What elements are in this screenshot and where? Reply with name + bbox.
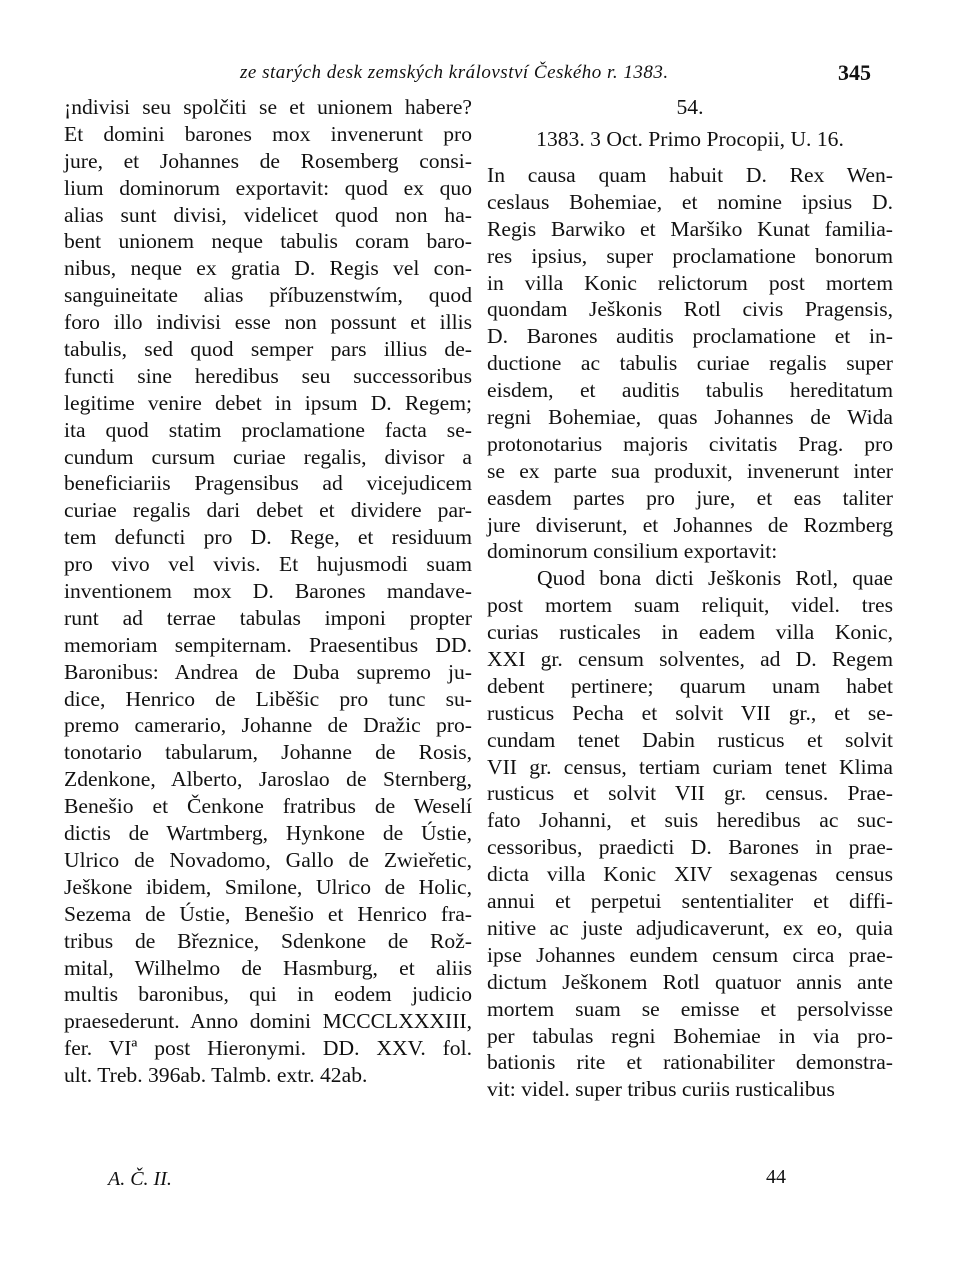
document-date-line: 1383. 3 Oct. Primo Procopii, U. 16. — [536, 127, 844, 151]
text-line: foro illo indivisi esse non possunt et illis — [64, 310, 472, 335]
text-line: curiae regalis dari debet et dividere par- — [64, 498, 472, 523]
text-line: per tabulas regni Bohemiae in via pro- — [487, 1023, 893, 1048]
text-line: ductione ac tabulis curiae regalis super — [487, 351, 893, 376]
text-line: Regis Barwiko et Maršiko Kunat familia- — [487, 216, 893, 241]
text-line: D. Barones auditis proclamatione et in- — [487, 324, 893, 349]
text-line: Ješkone ibidem, Smilone, Ulrico de Holic, — [64, 874, 472, 899]
text-line: Ulrico de Novadomo, Gallo de Zwieřetic, — [64, 847, 472, 872]
text-line: pro vivo vel vivis. Et hujusmodi suam — [64, 552, 472, 577]
text-line: jure, et Johannes de Rosemberg consi- — [64, 148, 472, 173]
text-line: tem defuncti pro D. Rege, et residuum — [64, 525, 472, 550]
text-line: Et domini barones mox invenerunt pro — [64, 121, 472, 146]
text-line: res ipsius, super proclamatione bonorum — [487, 243, 893, 268]
text-line: Benešio et Čenkone fratribus de Weselí — [64, 794, 472, 819]
text-line: memoriam sempiternam. Praesentibus DD. — [64, 632, 472, 657]
right-column — [487, 94, 893, 1103]
text-line: rusticus Pecha et solvit VII gr., et se- — [487, 700, 893, 725]
text-line: dictum Ješkonem Rotl quatuor annis ante — [487, 969, 893, 994]
text-line: ult. Treb. 396ab. Talmb. extr. 42ab. — [64, 1063, 368, 1088]
text-line: fato Johanni, et suis heredibus ac suc- — [487, 808, 893, 833]
text-line: mital, Wilhelmo de Hasmburg, et aliis — [64, 955, 472, 980]
text-line: cessoribus, praedicti D. Barones in prae- — [487, 835, 893, 860]
text-line: premo camerario, Johanne de Dražic pro- — [64, 713, 472, 738]
document-number: 54. — [676, 95, 704, 119]
text-line: bationis rite et rationabiliter demonstra- — [487, 1050, 893, 1075]
text-line: easdem partes pro jure, et eas taliter — [487, 485, 893, 510]
text-line: fer. VIª post Hieronymi. DD. XXV. fol. — [64, 1036, 472, 1061]
text-line: VII gr. census, tertiam curiam tenet Klima — [487, 754, 893, 779]
text-line: nibus, neque ex gratia D. Regis vel con- — [64, 256, 472, 281]
text-line: dominorum consilium exportavit: — [487, 539, 778, 564]
page-number: 345 — [838, 60, 871, 85]
text-line: annui et perpetui sententialiter et diffi- — [487, 889, 893, 914]
signature-mark: 44 — [766, 1166, 786, 1188]
text-line: dice, Henrico de Liběšic pro tunc su- — [64, 686, 472, 711]
text-line: ipse Johannes eundem censum circa prae- — [487, 942, 893, 967]
text-line: rusticus et solvit VII gr. census. Prae- — [487, 781, 893, 806]
text-line: ¡ndivisi seu spolčiti se et unionem habere? — [64, 95, 472, 119]
text-line: ceslaus Bohemiae, et nomine ipsius D. — [487, 189, 893, 214]
text-line: se ex parte sua produxit, invenerunt inter — [487, 458, 893, 483]
text-line: cundum cursum curiae regalis, divisor a — [64, 444, 472, 469]
text-line: vit: videl. super tribus curiis rusticalibus — [487, 1077, 835, 1102]
text-line: dictis de Wartmberg, Hynkone de Ústie, — [64, 821, 472, 846]
paragraph-1 — [487, 162, 893, 565]
text-line: nitive ac juste adjudicaverunt, ex eo, quia — [487, 915, 893, 940]
text-line: eisdem, et auditis tabulis hereditatum — [487, 378, 893, 403]
running-head: ze starých desk zemských království Českého r. 1383. — [240, 62, 669, 83]
text-line: mortem suam se emisse et persolvisse — [487, 996, 893, 1021]
left-column — [64, 94, 472, 1089]
text-line: regni Bohemiae, quas Johannes de Wida — [487, 405, 893, 430]
text-line: protonotarius majoris civitatis Prag. pro — [487, 431, 893, 456]
text-line: in villa Konic relictorum post mortem — [487, 270, 893, 295]
text-line: tribus de Březnice, Sdenkone de Rož- — [64, 928, 472, 953]
text-line: legitime venire debet in ipsum D. Regem; — [64, 390, 472, 415]
volume-mark: A. Č. II. — [108, 1168, 172, 1190]
text-line: praesederunt. Anno domini MCCCLXXXIII, — [64, 1009, 472, 1034]
text-line: tonotario tabularum, Johanne de Rosis, — [64, 740, 472, 765]
text-line: Quod bona dicti Ješkonis Rotl, quae — [537, 566, 893, 591]
text-line: alias sunt divisi, videlicet quod non ha- — [64, 202, 472, 227]
text-line: Baronibus: Andrea de Duba supremo ju- — [64, 659, 472, 684]
text-line: inventionem mox D. Barones mandave- — [64, 579, 472, 604]
text-line: Zdenkone, Alberto, Jaroslao de Sternberg, — [64, 767, 472, 792]
text-line: XXI gr. censum solventes, ad D. Regem — [487, 647, 893, 672]
text-line: ita quod statim proclamatione facta se- — [64, 417, 472, 442]
text-line: curias rusticales in eadem villa Konic, — [487, 620, 893, 645]
text-line: quondam Ješkonis Rotl civis Pragensis, — [487, 297, 893, 322]
text-line: lium dominorum exportavit: quod ex quo — [64, 175, 472, 200]
text-line: runt ad terrae tabulas imponi propter — [64, 605, 472, 630]
text-line: In causa quam habuit D. Rex Wen- — [487, 163, 893, 187]
text-line: bent unionem neque tabulis coram baro- — [64, 229, 472, 254]
paragraph-2 — [487, 565, 893, 1103]
text-line: functi sine heredibus seu successoribus — [64, 363, 472, 388]
text-line: beneficiariis Pragensibus ad vicejudicem — [64, 471, 472, 496]
text-line: debent pertinere; quarum unam habet — [487, 673, 893, 698]
text-line: sanguineitate alias příbuzenstwím, quod — [64, 283, 472, 308]
text-line: multis baronibus, qui in eodem judicio — [64, 982, 472, 1007]
text-line: post mortem suam reliquit, videl. tres — [487, 593, 893, 618]
text-line: tabulis, sed quod semper pars illius de- — [64, 337, 472, 362]
text-line: Sezema de Ústie, Benešio et Henrico fra- — [64, 901, 472, 926]
text-line: dicta villa Konic XIV sexagenas census — [487, 862, 893, 887]
text-line: jure diviserunt, et Johannes de Rozmberg — [487, 512, 893, 537]
text-line: cundam tenet Dabin rusticus et solvit — [487, 727, 893, 752]
